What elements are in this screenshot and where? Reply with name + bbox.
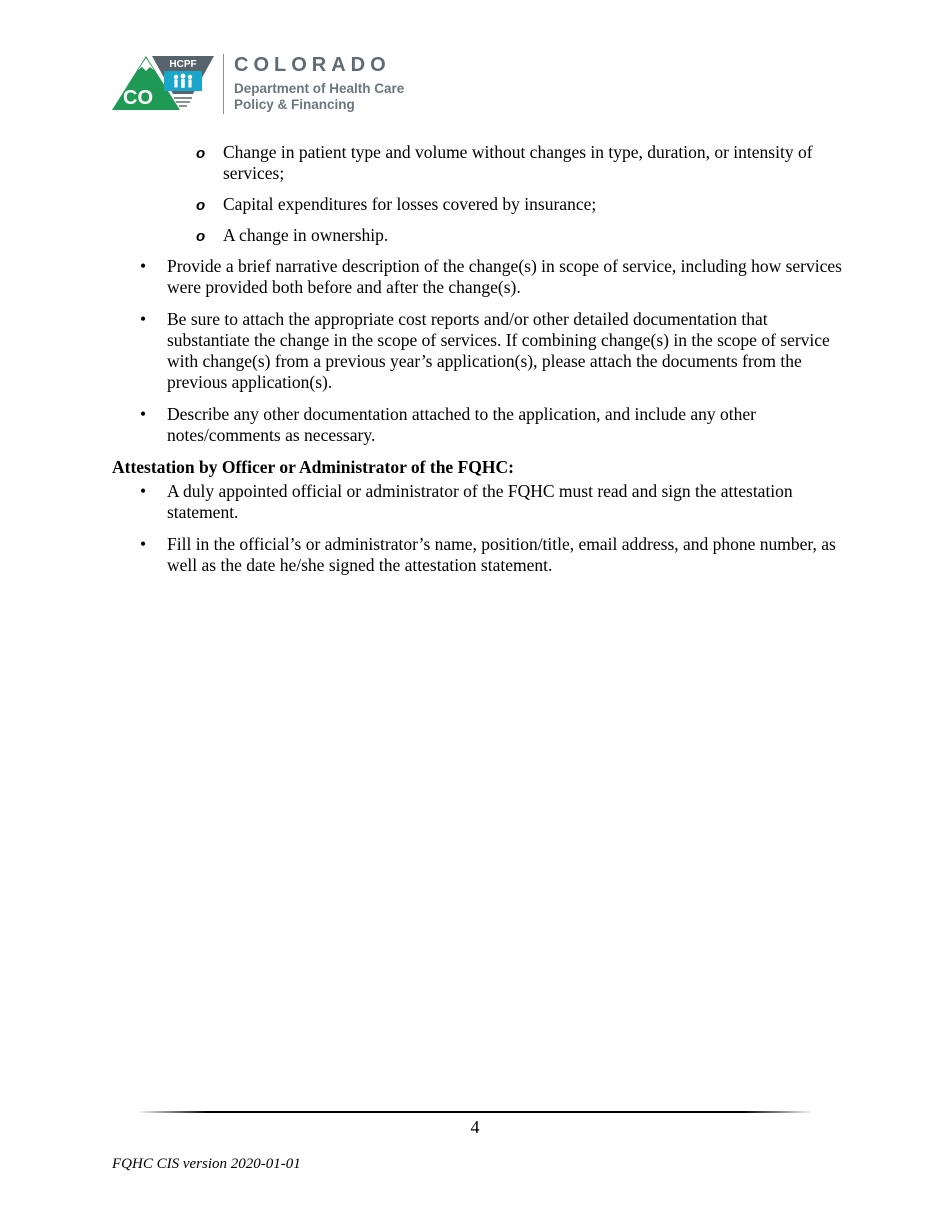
sub-bullet-item bbox=[112, 225, 842, 246]
people-icon bbox=[174, 74, 192, 88]
attestation-heading: Attestation by Officer or Administrator of the FQHC: bbox=[112, 457, 514, 477]
bullet-item bbox=[112, 256, 842, 298]
logo-mark bbox=[110, 54, 218, 116]
logo-co-text: CO bbox=[123, 87, 153, 109]
sub-bullet-marker: o bbox=[196, 228, 206, 245]
sub-bullet-text: Capital expenditures for losses covered by insurance; bbox=[223, 194, 597, 214]
sub-bullet-marker: o bbox=[196, 145, 206, 162]
department-line-1: Department of Health Care bbox=[234, 81, 405, 96]
bullet-text: Provide a brief narrative description of the change(s) in scope of service, including how services were provided both before and after the change(s). bbox=[167, 256, 842, 297]
bullet-marker: • bbox=[140, 256, 147, 276]
bullet-item bbox=[112, 309, 842, 393]
logo-department bbox=[234, 81, 404, 113]
bullet-marker: • bbox=[140, 534, 147, 554]
bullet-marker: • bbox=[140, 404, 147, 424]
logo-badge-text: HCPF bbox=[169, 59, 197, 70]
colorado-hcpf-logo bbox=[110, 54, 440, 116]
bullet-text: A duly appointed official or administrator of the FQHC must read and sign the attestation statement. bbox=[167, 481, 793, 522]
attestation-bullet-item bbox=[112, 534, 842, 576]
version-footer: FQHC CIS version 2020-01-01 bbox=[112, 1156, 301, 1172]
bullet-text: Describe any other documentation attached to the application, and include any other notes/comments as necessary. bbox=[167, 404, 756, 445]
bullet-marker: • bbox=[140, 309, 147, 329]
bullet-item bbox=[112, 404, 842, 446]
bullet-text: Fill in the official’s or administrator’s name, position/title, email address, and phone number, as well as the date he/she signed the attestation statement. bbox=[167, 534, 836, 575]
bullet-marker: • bbox=[140, 481, 147, 501]
sub-bullet-text: A change in ownership. bbox=[223, 225, 389, 245]
sub-bullet-item bbox=[112, 142, 842, 184]
bullet-text: Be sure to attach the appropriate cost reports and/or other detailed documentation that substantiate the change in the scope of services. If combining change(s) in the scope of service with change(s) from a previous year’s application(s), please attach the documents from the previous application(s). bbox=[167, 309, 830, 392]
sub-bullet-text: Change in patient type and volume without changes in type, duration, or intensity of services; bbox=[223, 142, 813, 183]
department-line-2: Policy & Financing bbox=[234, 97, 355, 112]
logo-wordmark: COLORADO bbox=[234, 54, 391, 76]
sub-bullet-marker: o bbox=[196, 197, 206, 214]
footer-divider bbox=[140, 1111, 810, 1113]
document-body bbox=[112, 142, 842, 587]
attestation-bullet-item bbox=[112, 481, 842, 523]
page-number: 4 bbox=[470, 1117, 480, 1137]
sub-bullet-item bbox=[112, 194, 842, 215]
logo-divider bbox=[223, 54, 224, 114]
